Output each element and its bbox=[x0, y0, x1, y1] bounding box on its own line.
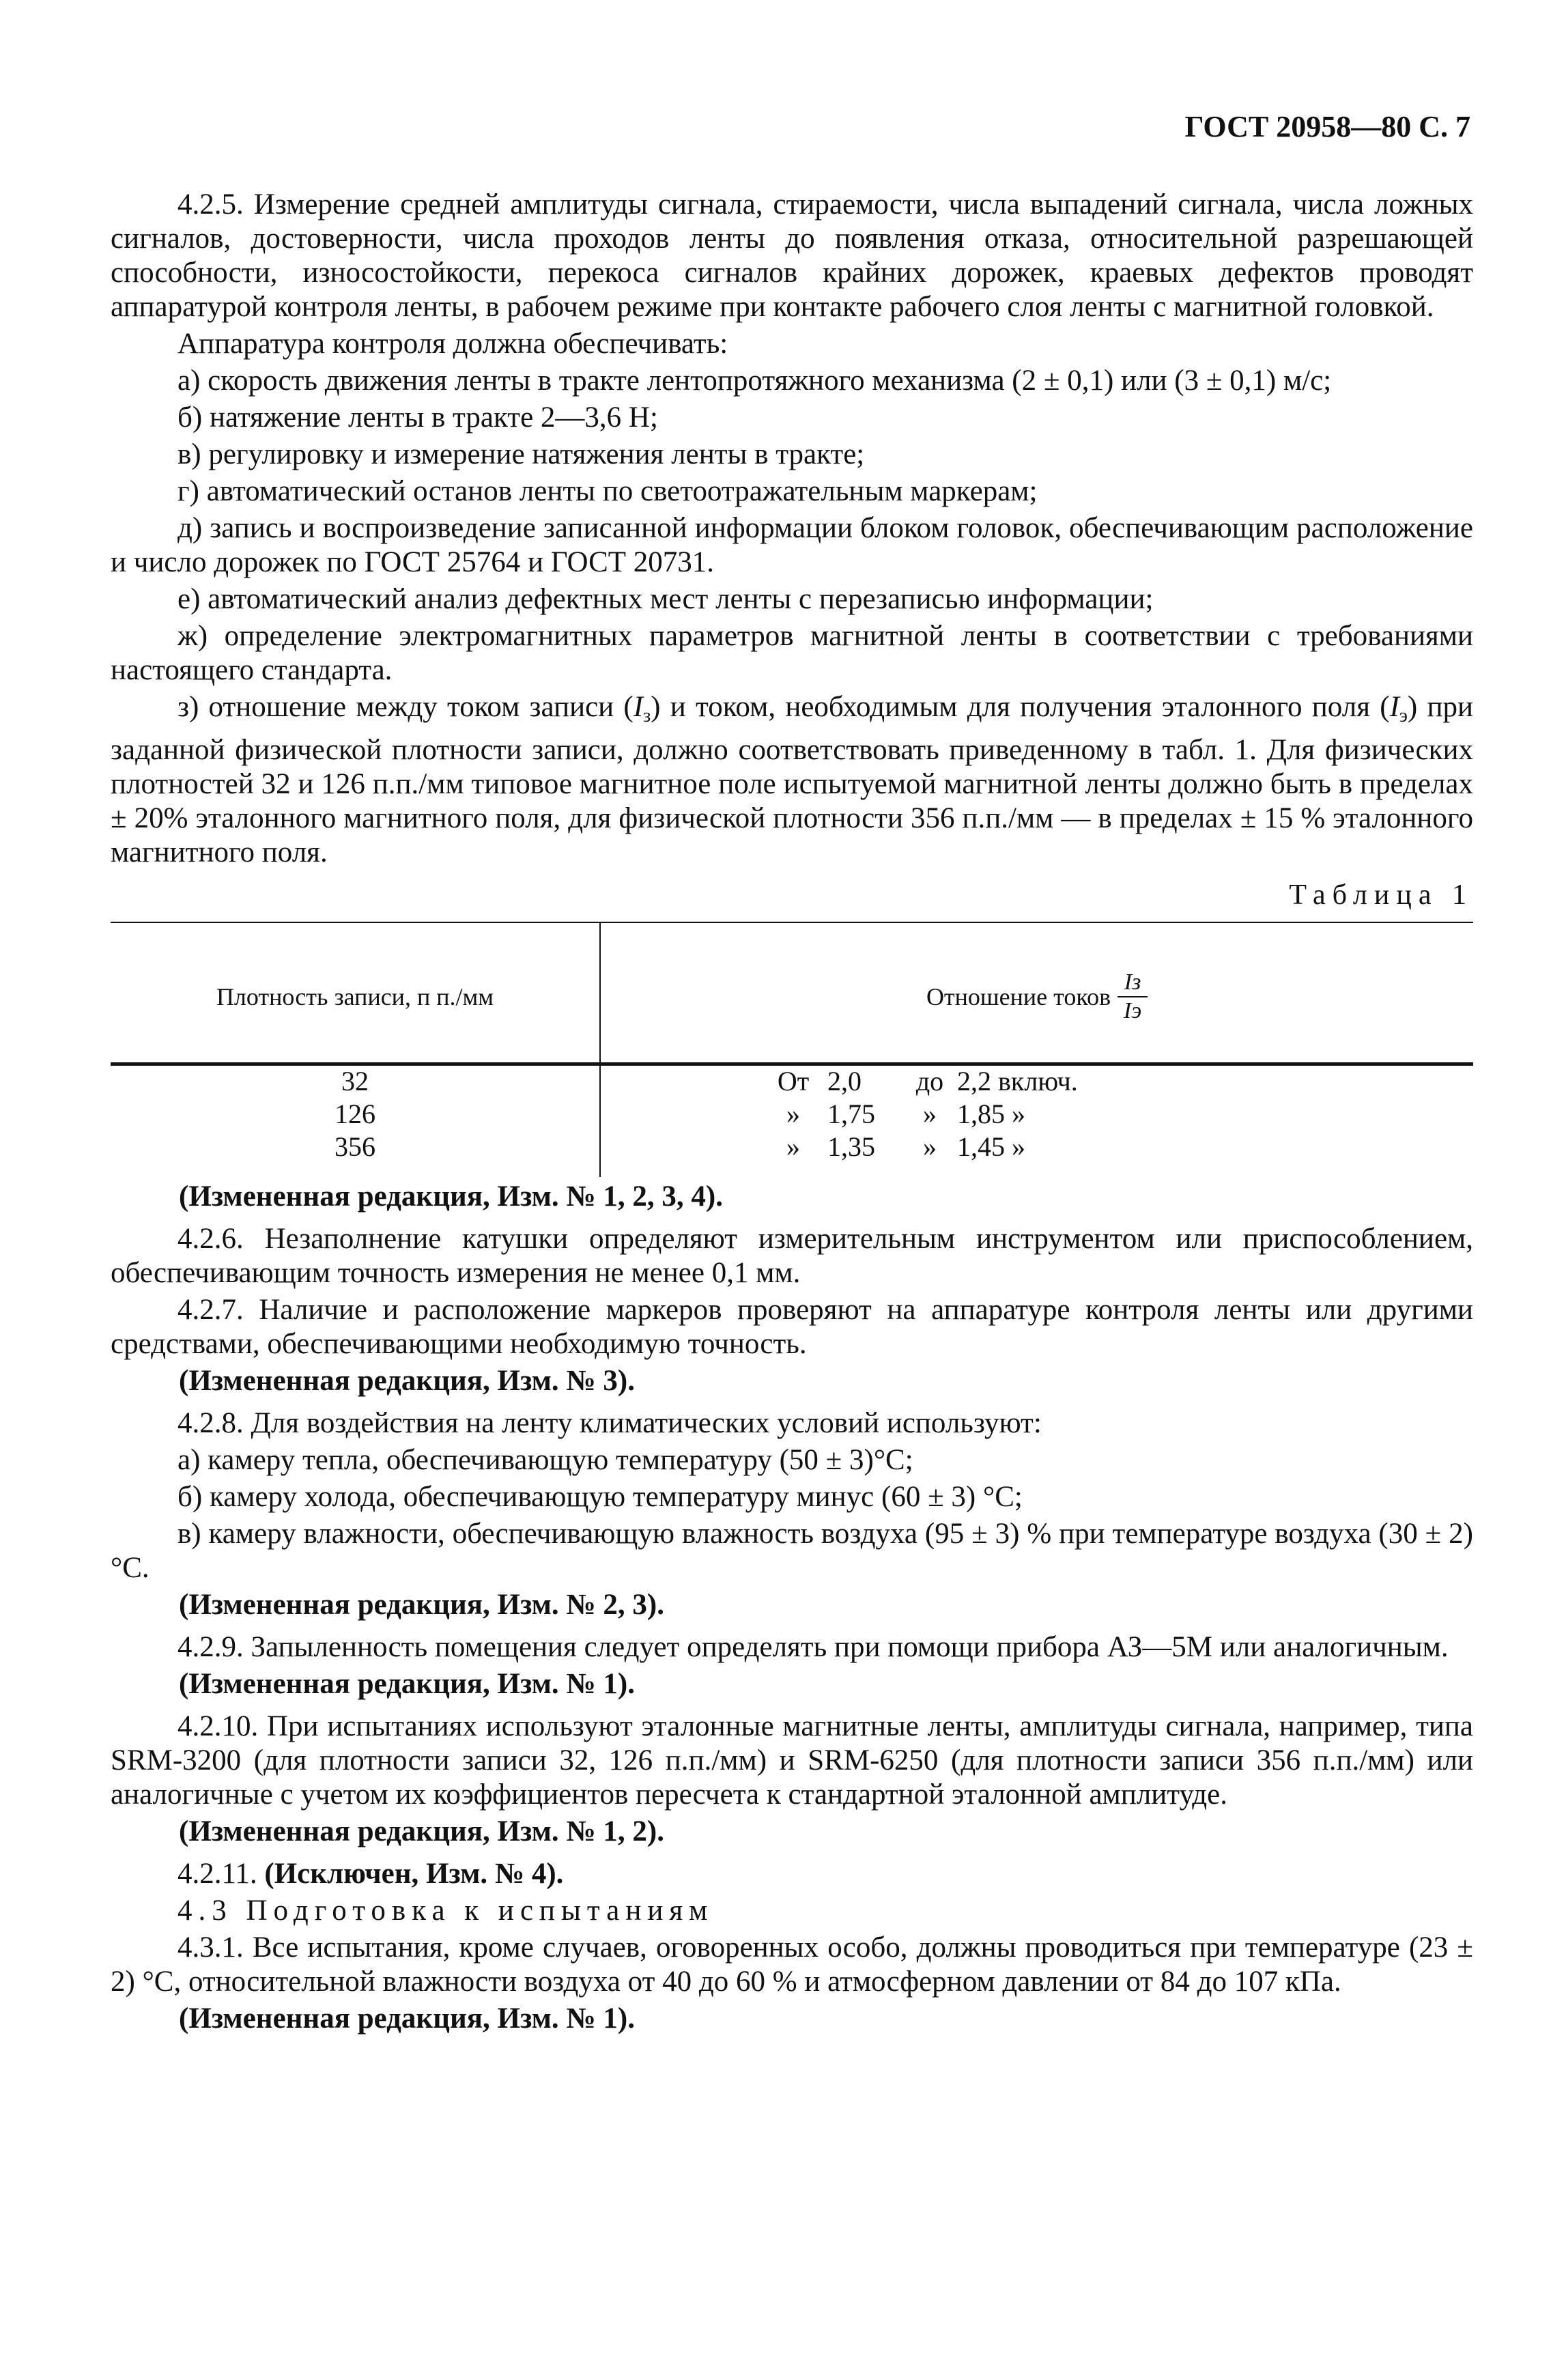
table-1 bbox=[111, 922, 1473, 1177]
list-item-zh: ж) определение электромагнитных параметров магнитной ленты в соответствии с требованиями настоящего стандарта. bbox=[111, 620, 1473, 686]
table-header-ratio: Отношение токов $\frac{Iз}{Iэ}$ bbox=[601, 949, 1473, 1045]
amendment-note: (Измененная редакция, Изм. № 2, 3). bbox=[179, 1589, 664, 1621]
paragraph-4-2-9: 4.2.9. Запыленность помещения следует определять при помощи прибора АЗ—5М или аналогичным. bbox=[177, 1631, 1449, 1663]
table-ratio-column bbox=[759, 1065, 1094, 1163]
current-ratio-fraction: $\frac{Iз}{Iэ}$ bbox=[1118, 969, 1148, 1024]
list-item-a: а) камеру тепла, обеспечивающую температуру (50 ± 3)°С; bbox=[177, 1444, 913, 1476]
list-item-a: а) скорость движения ленты в тракте лентопротяжного механизма (2 ± 0,1) или (3 ± 0,1) м/с; bbox=[177, 365, 1332, 397]
page-header: ГОСТ 20958—80 С. 7 bbox=[1184, 110, 1470, 143]
list-item-g: г) автоматический останов ленты по светоотражательным маркерам; bbox=[177, 475, 1038, 507]
paragraph-4-3-1: 4.3.1. Все испытания, кроме случаев, оговоренных особо, должны проводиться при температуре (23 ± 2) °С, относительной влажности воздуха от 40 до 60 % и атмосферном давлении от 84 до 107 кПа. bbox=[111, 1931, 1473, 1998]
amendment-note: (Измененная редакция, Изм. № 1, 2, 3, 4). bbox=[179, 1180, 723, 1213]
amendment-note: (Измененная редакция, Изм. № 3). bbox=[179, 1365, 635, 1397]
paragraph-4-2-5: 4.2.5. Измерение средней амплитуды сигнала, стираемости, числа выпадений сигнала, числа ложных сигналов, достоверности, числа проходов ленты до появления отказа, относительной разрешающей способности, износостойкости, перекоса сигналов крайних дорожек, краевых дефектов проводят аппаратурой контроля ленты, в рабочем режиме при контакте рабочего слоя ленты с магнитной головкой. bbox=[111, 188, 1473, 323]
table-header-density: Плотность записи, п п./мм bbox=[216, 983, 494, 1010]
list-item-v: в) камеру влажности, обеспечивающую влажность воздуха (95 ± 3) % при температуре воздуха (30 ± 2) °С. bbox=[111, 1518, 1473, 1584]
list-item-b: б) натяжение ленты в тракте 2—3,6 Н; bbox=[177, 401, 658, 434]
table-caption: Таблица 1 bbox=[1289, 879, 1473, 911]
list-item-e: е) автоматический анализ дефектных мест ленты с перезаписью информации; bbox=[177, 583, 1154, 615]
table-cell-density: 356 bbox=[335, 1131, 375, 1162]
list-item-z: з) отношение между током записи $(I_з)$ и током, необходимым для получения эталонного поля $(I_э)$ при заданной физической плотности записи, должно соответствовать приведенному в табл. 1. Для физических плотностей 32 и 126 п.п./мм типовое магнитное поле испытуемой магнитной ленты должно быть в пределах ± 20% эталонного магнитного поля, для физической плотности 356 п.п./мм — в пределах ± 15 % эталонного магнитного поля. bbox=[111, 691, 1474, 868]
document-body bbox=[111, 188, 1473, 2044]
table-density-column bbox=[111, 1065, 599, 1163]
table-top-rule bbox=[111, 922, 1473, 923]
paragraph-4-2-10: 4.2.10. При испытаниях используют эталонные магнитные ленты, амплитуды сигнала, например, типа SRM-3200 (для плотности записи 32, 126 п.п./мм) и SRM-6250 (для плотности записи 356 п.п./мм) или аналогичные с учетом их коэффициентов пересчета к стандартной эталонной амплитуде. bbox=[111, 1710, 1473, 1811]
paragraph-4-2-7: 4.2.7. Наличие и расположение маркеров проверяют на аппаратуре контроля ленты или другими средствами, обеспечивающими необходимую точность. bbox=[111, 1294, 1473, 1360]
table-row: » 1,75 » 1,85 » bbox=[786, 1099, 1025, 1129]
amendment-note: (Измененная редакция, Изм. № 1, 2). bbox=[179, 1815, 664, 1847]
amendment-note: (Измененная редакция, Изм. № 1). bbox=[179, 2002, 635, 2035]
table-cell-density: 126 bbox=[335, 1099, 375, 1129]
paragraph-apparatus: Аппаратура контроля должна обеспечивать: bbox=[177, 328, 728, 360]
table-row: От 2,0 до 2,2 включ. bbox=[777, 1066, 1078, 1096]
list-item-d: д) запись и воспроизведение записанной информации блоком головок, обеспечивающим расположение и число дорожек по ГОСТ 25764 и ГОСТ 20731. bbox=[111, 512, 1473, 578]
amendment-note: (Измененная редакция, Изм. № 1). bbox=[179, 1668, 635, 1700]
fraction-bar bbox=[1118, 996, 1148, 997]
list-item-v: в) регулировку и измерение натяжения ленты в тракте; bbox=[177, 438, 865, 470]
table-row: » 1,35 » 1,45 » bbox=[786, 1131, 1025, 1162]
paragraph-4-2-11: 4.2.11. (Исключен, Изм. № 4). bbox=[177, 1858, 564, 1890]
section-heading-4-3: 4.3 Подготовка к испытаниям bbox=[177, 1895, 714, 1927]
paragraph-4-2-6: 4.2.6. Незаполнение катушки определяют измерительным инструментом или приспособлением, обеспечивающим точность измерения не менее 0,1 мм. bbox=[111, 1223, 1473, 1289]
paragraph-4-2-8: 4.2.8. Для воздействия на ленту климатических условий используют: bbox=[177, 1407, 1042, 1439]
table-cell-density: 32 bbox=[341, 1066, 369, 1096]
list-item-b: б) камеру холода, обеспечивающую температуру минус (60 ± 3) °С; bbox=[177, 1481, 1023, 1513]
